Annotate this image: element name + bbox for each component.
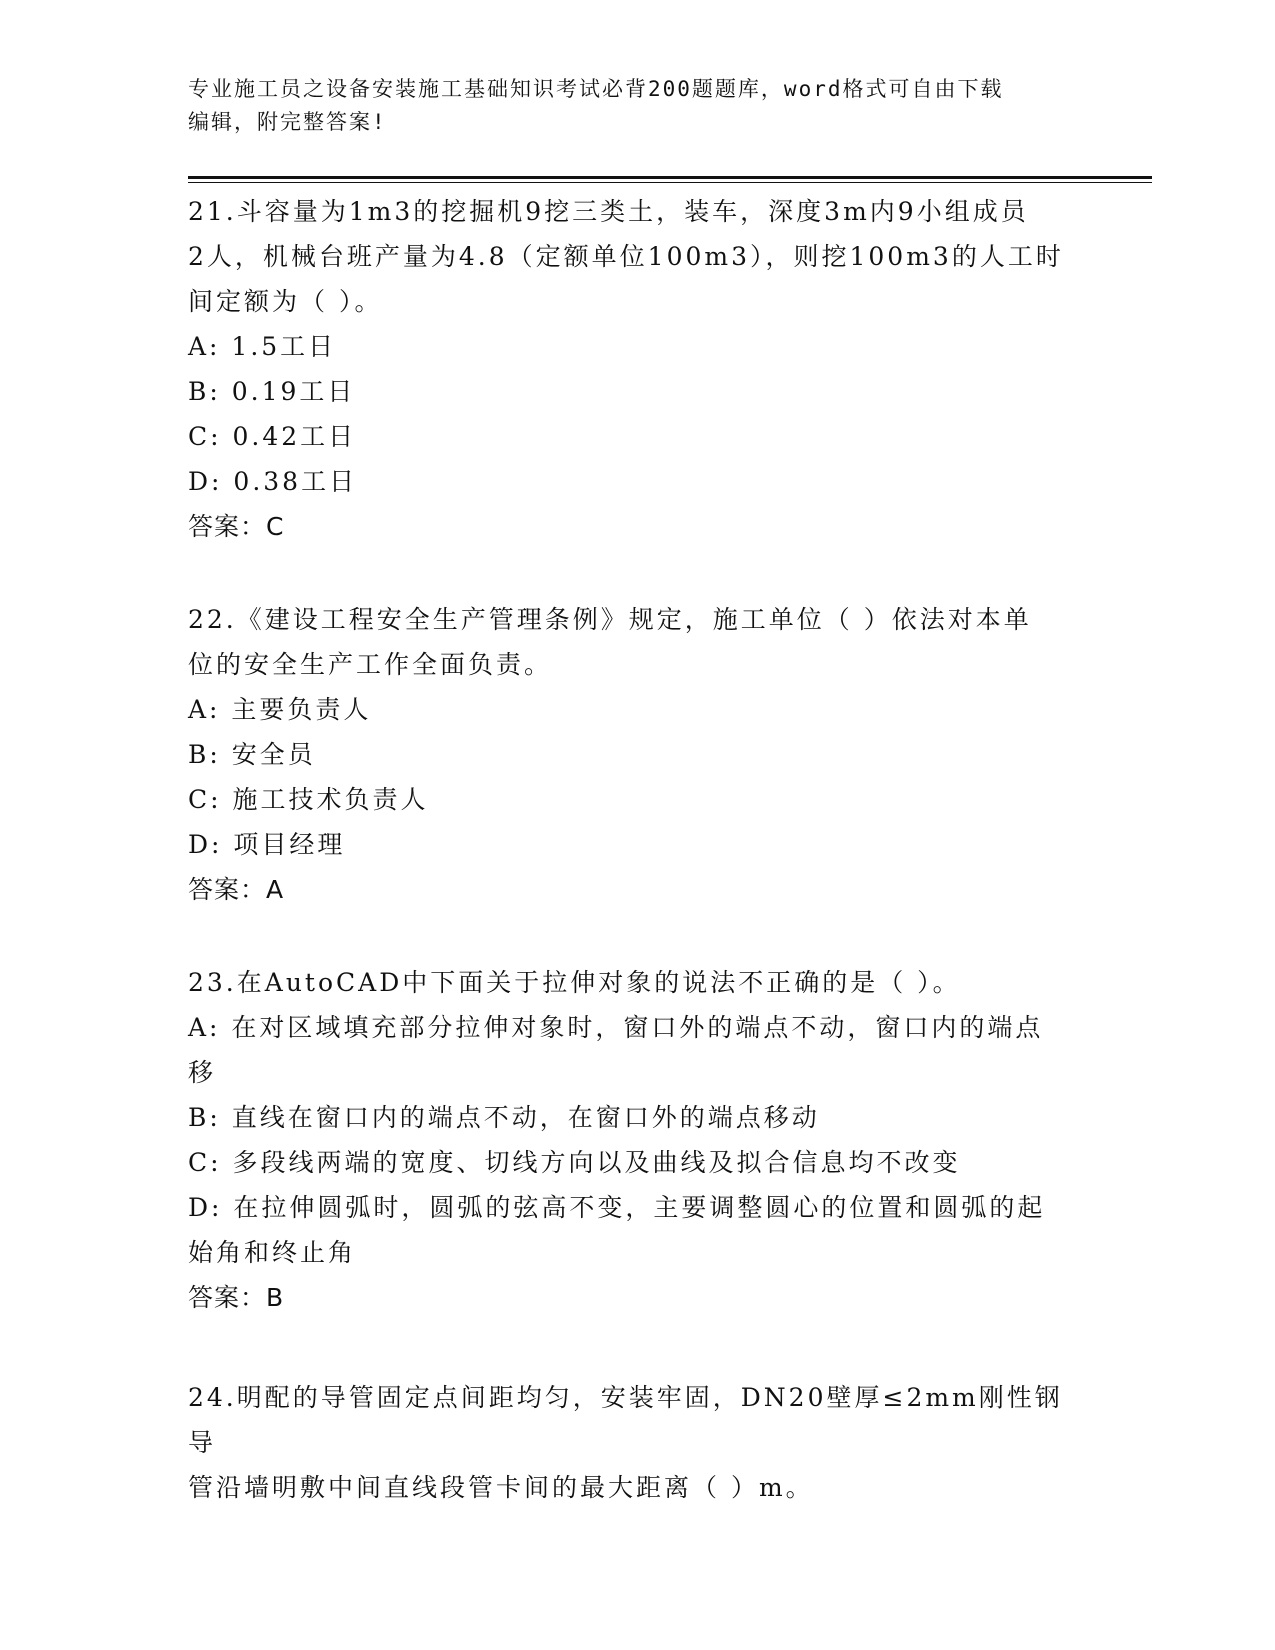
option-a-continued: 移	[188, 1058, 217, 1087]
option-d: D: 在拉伸圆弧时，圆弧的弦高不变，主要调整圆心的位置和圆弧的起	[188, 1193, 1046, 1222]
question-23	[188, 960, 1078, 1320]
question-stem-line: 2人，机械台班产量为4.8（定额单位100m3），则挖100m3的人工时	[188, 242, 1064, 271]
option-b: B: 直线在窗口内的端点不动，在窗口外的端点移动	[188, 1103, 820, 1132]
option-d: D: 项目经理	[188, 830, 346, 859]
question-24	[188, 1375, 1078, 1510]
header-divider-thick	[188, 176, 1152, 179]
option-a: A: 在对区域填充部分拉伸对象时，窗口外的端点不动，窗口内的端点	[188, 1013, 1044, 1042]
answer: 答案：A	[188, 875, 285, 904]
question-stem-line: 24.明配的导管固定点间距均匀，安装牢固，DN20壁厚≤2mm刚性钢导	[188, 1383, 1063, 1457]
option-a: A: 1.5工日	[188, 332, 337, 361]
question-stem-line: 22.《建设工程安全生产管理条例》规定，施工单位（ ）依法对本单	[188, 605, 1032, 634]
option-d: D: 0.38工日	[188, 467, 358, 496]
question-stem-line: 21.斗容量为1m3的挖掘机9挖三类土，装车，深度3m内9小组成员	[188, 197, 1029, 226]
option-d-continued: 始角和终止角	[188, 1238, 357, 1267]
option-a: A: 主要负责人	[188, 695, 372, 724]
header-title-line-2: 编辑，附完整答案!	[188, 110, 387, 134]
option-b: B: 安全员	[188, 740, 316, 769]
option-c: C: 0.42工日	[188, 422, 357, 451]
question-stem-line: 管沿墙明敷中间直线段管卡间的最大距离（ ）m。	[188, 1473, 814, 1502]
option-c: C: 施工技术负责人	[188, 785, 429, 814]
answer: 答案：C	[188, 512, 285, 541]
document-header	[188, 73, 1068, 139]
option-b: B: 0.19工日	[188, 377, 356, 406]
option-c: C: 多段线两端的宽度、切线方向以及曲线及拟合信息均不改变	[188, 1148, 961, 1177]
header-divider-thin	[188, 182, 1152, 183]
question-stem-line: 位的安全生产工作全面负责。	[188, 650, 553, 679]
question-stem-line: 间定额为（ ）。	[188, 287, 383, 316]
question-21	[188, 189, 1078, 549]
question-stem-line: 23.在AutoCAD中下面关于拉伸对象的说法不正确的是（ ）。	[188, 968, 961, 997]
header-title-line-1: 专业施工员之设备安装施工基础知识考试必背200题题库，word格式可自由下载	[188, 77, 1004, 101]
question-22	[188, 597, 1078, 912]
answer: 答案：B	[188, 1283, 285, 1312]
